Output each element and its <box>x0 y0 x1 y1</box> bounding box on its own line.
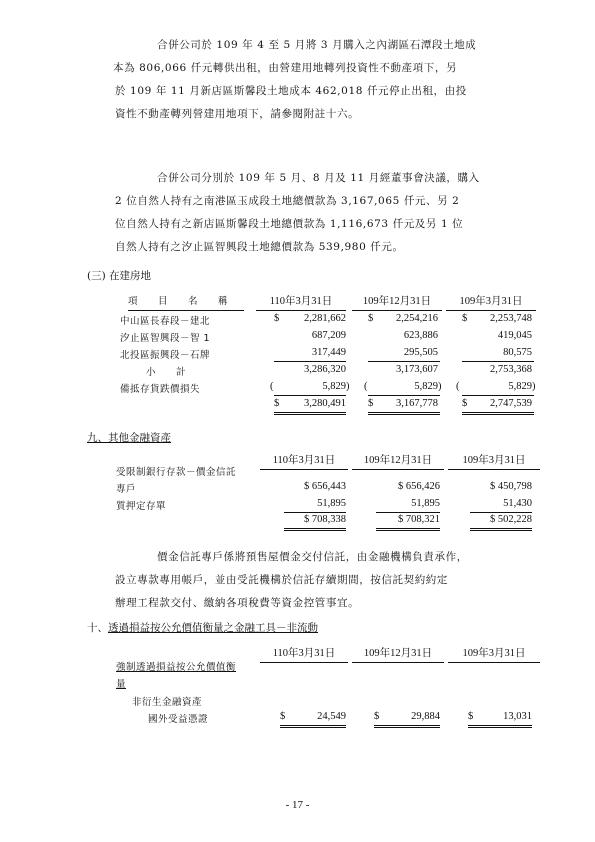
header-underline <box>448 662 540 663</box>
paragraph-land-purchase <box>115 167 525 259</box>
section-title-text: 九、其他金融資產 <box>87 432 171 444</box>
currency: $ <box>280 711 286 722</box>
text-line: 位自然人持有之新店區斯馨段土地總價款為 1,116,673 仟元及另 1 位 <box>115 218 464 230</box>
subtotal-line <box>462 361 534 362</box>
currency: $ <box>274 313 280 324</box>
value: $ 656,426 <box>398 481 440 492</box>
subtotal-line <box>284 512 346 513</box>
value: 317,449 <box>311 347 346 358</box>
row-label: 受限制銀行存款－價金信託 <box>116 467 237 478</box>
subtotal-line <box>376 512 440 513</box>
currency: $ <box>274 398 280 409</box>
column-header: 109年3月31日 <box>459 296 523 307</box>
currency: $ <box>462 398 468 409</box>
total-value: $ 502,228 <box>490 514 532 525</box>
row-label: 備抵存貨跌價損失 <box>120 384 201 395</box>
value: 2,281,662 <box>304 313 346 324</box>
subtotal-line <box>368 395 440 396</box>
total-double-line <box>280 725 346 728</box>
row-label: 非衍生金融資產 <box>132 697 203 708</box>
column-header: 110年3月31日 <box>272 648 336 659</box>
total-value: 3,280,491 <box>304 398 346 409</box>
value: 3,173,607 <box>396 364 438 375</box>
currency: $ <box>368 398 374 409</box>
total-value: 3,167,778 <box>396 398 438 409</box>
row-label: 質押定存單 <box>116 501 167 512</box>
currency: $ <box>468 711 474 722</box>
paren: ( <box>456 381 460 392</box>
section-title <box>87 620 318 635</box>
header-underline <box>352 662 444 663</box>
page-number: - 17 - <box>285 799 310 811</box>
value: 5,829 <box>508 381 532 392</box>
currency: $ <box>368 313 374 324</box>
header-underline <box>128 310 244 311</box>
total-double-line <box>462 412 534 415</box>
subtotal-line <box>462 395 534 396</box>
value: 687,209 <box>311 330 346 341</box>
total-double-line <box>470 528 532 531</box>
value: 5,829 <box>414 381 438 392</box>
total-double-line <box>274 412 346 415</box>
row-label: 北投區振興段－石牌 <box>120 350 211 361</box>
total-double-line <box>376 528 440 531</box>
currency: $ <box>462 313 468 324</box>
header-underline <box>352 469 444 470</box>
text-line: 自然人持有之汐止區智興段土地總價款為 539,980 仟元。 <box>115 241 404 253</box>
header-underline <box>446 310 536 311</box>
paren: ( <box>270 381 274 392</box>
subtotal-line <box>274 395 346 396</box>
paren: ) <box>346 381 350 392</box>
subtotal-line <box>470 512 532 513</box>
value: 2,753,368 <box>490 364 532 375</box>
text-line: 辦理工程款交付、繳納各項稅費等資金控管事宜。 <box>115 597 360 609</box>
value: 5,829 <box>322 381 346 392</box>
subtotal-line <box>368 361 440 362</box>
value: 295,505 <box>403 347 438 358</box>
subtotal-line <box>274 361 346 362</box>
value: 80,575 <box>503 347 532 358</box>
paragraph-trust-note <box>115 546 525 615</box>
total-double-line <box>368 412 440 415</box>
text-line: 本為 806,066 仟元轉供出租，由營建用地轉列投資性不動產項下，另 <box>113 62 458 74</box>
paren: ) <box>532 381 536 392</box>
header-underline <box>256 310 346 311</box>
header-underline <box>448 469 540 470</box>
text-line: 設立專款專用帳戶，並由受託機構於信託存續期間，按信託契約約定 <box>115 574 448 586</box>
column-header: 109年3月31日 <box>462 648 526 659</box>
row-label: 小 計 <box>146 367 187 378</box>
value: 2,254,216 <box>396 313 438 324</box>
column-header: 110年3月31日 <box>272 455 336 466</box>
section-number: 十、 <box>87 622 108 634</box>
value: 24,549 <box>317 711 346 722</box>
section-title: (三) 在建房地 <box>87 270 152 282</box>
column-header: 109年3月31日 <box>462 455 526 466</box>
total-value: $ 708,321 <box>398 514 440 525</box>
text-line: 合併公司於 109 年 4 至 5 月將 3 月購入之內湖區石潭段土地成 <box>157 39 477 51</box>
row-label: 汐止區智興段－智 1 <box>120 333 211 344</box>
section-title-text: 透過損益按公允價值衡量之金融工具－非流動 <box>108 622 318 634</box>
value: $ 656,443 <box>304 481 346 492</box>
value: 51,895 <box>411 498 440 509</box>
paragraph-land-transfer <box>115 34 525 126</box>
section-title <box>87 430 171 445</box>
row-label: 強制透過損益按公允價值衡 <box>116 662 237 673</box>
row-label: 中山區長春段－建北 <box>120 316 211 327</box>
column-header-item: 項 目 名 稱 <box>128 296 229 307</box>
value: 29,884 <box>411 711 440 722</box>
column-header: 109年12月31日 <box>363 648 433 659</box>
value: 51,430 <box>503 498 532 509</box>
header-underline <box>260 469 348 470</box>
header-underline <box>260 662 348 663</box>
total-value: 2,747,539 <box>490 398 532 409</box>
column-header: 109年12月31日 <box>362 296 432 307</box>
paren: ) <box>438 381 442 392</box>
value: 419,045 <box>497 330 532 341</box>
header-underline <box>352 310 442 311</box>
column-header: 109年12月31日 <box>363 455 433 466</box>
column-header: 110年3月31日 <box>269 296 333 307</box>
total-value: $ 708,338 <box>304 514 346 525</box>
value: 3,286,320 <box>304 364 346 375</box>
currency: $ <box>374 711 380 722</box>
text-line: 價金信託專戶係將預售屋價金交付信託，由金融機構負責承作， <box>157 551 468 563</box>
total-double-line <box>374 725 440 728</box>
text-line: 資性不動產轉列營建用地項下，請參閱附註十六。 <box>115 108 360 120</box>
row-label: 國外受益憑證 <box>148 714 209 725</box>
text-line: 於 109 年 11 月新店區斯馨段土地成本 462,018 仟元停止出租，由投 <box>115 85 467 97</box>
row-label: 專戶 <box>116 484 137 495</box>
row-label: 量 <box>116 679 127 690</box>
value: 2,253,748 <box>490 313 532 324</box>
value: $ 450,798 <box>490 481 532 492</box>
text-line: 合併公司分別於 109 年 5 月、8 月及 11 月經董事會決議，購入 <box>157 172 480 184</box>
value: 623,886 <box>403 330 438 341</box>
value: 51,895 <box>317 498 346 509</box>
paren: ( <box>364 381 368 392</box>
total-double-line <box>284 528 346 531</box>
value: 13,031 <box>503 711 532 722</box>
total-double-line <box>468 725 532 728</box>
text-line: 2 位自然人持有之南港區玉成段土地總價款為 3,167,065 仟元、另 2 <box>115 195 460 207</box>
